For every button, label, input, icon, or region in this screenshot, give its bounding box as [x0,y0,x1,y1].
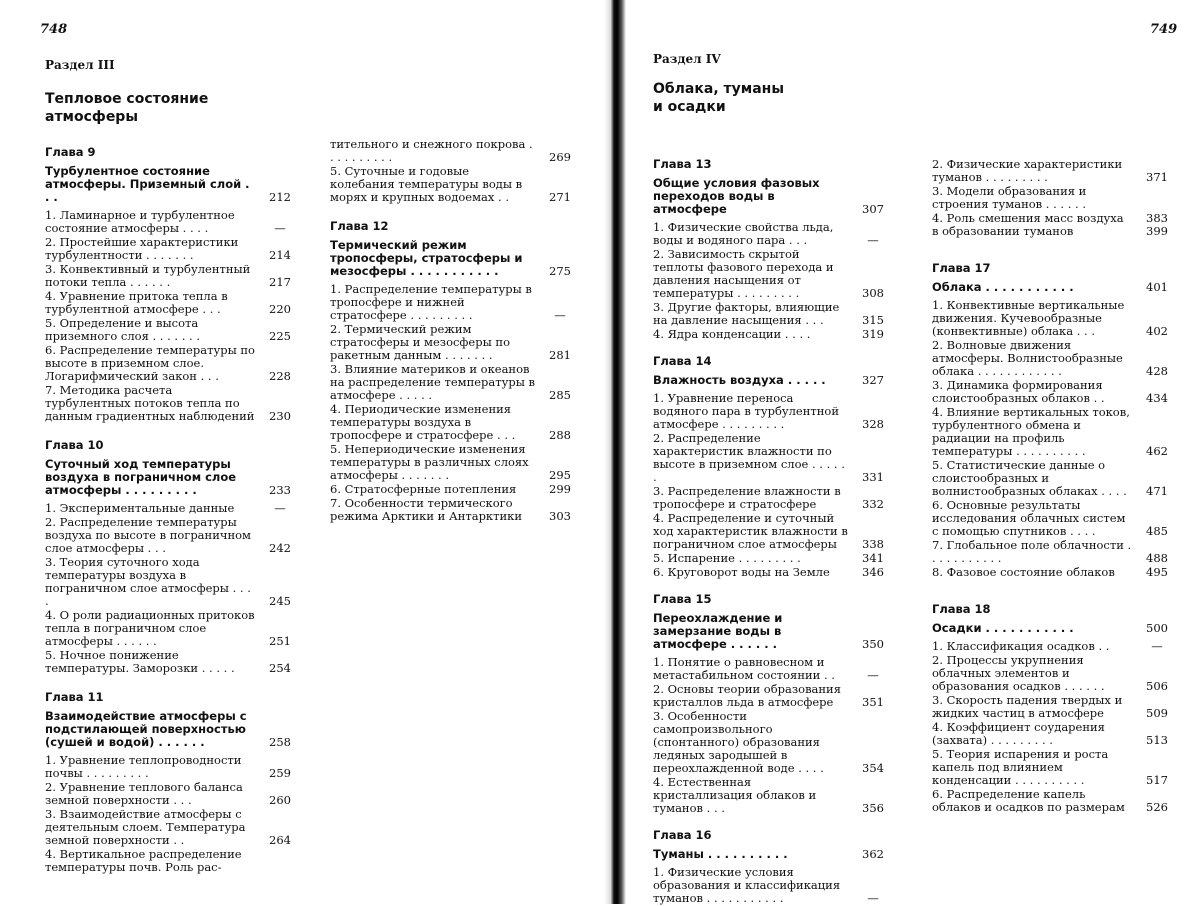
toc-entry-title: 4. Ядра конденсации . . . . [653,327,811,341]
toc-entry-page: 230 [269,409,291,423]
toc-entry-title: 1. Физические условия образования и классификация туманов . . . . . . . . . . . [653,865,841,905]
chapter-title-entry [653,612,893,651]
toc-entry [932,459,1177,498]
toc-entry-page: 225 [269,329,291,343]
toc-entry [45,384,300,423]
toc-entry-title: 1. Физические свойства льда, воды и водяного пара . . . [653,220,834,247]
toc-entry-page: 269 [549,150,571,164]
toc-entry-title: 2. Основы теории образования кристаллов льда в атмосфере [653,682,841,709]
toc-entry-page: 338 [862,537,884,551]
toc-entry [653,776,893,815]
toc-entry-page: 434 [1146,391,1168,405]
toc-entry-page: 462 [1146,444,1168,458]
toc-entry-title: 8. Фазовое состояние облаков [932,565,1115,579]
toc-entry-title: 3. Модели образования и строения туманов . . . . . . [932,184,1087,211]
toc-entry-page: 220 [269,302,291,316]
toc-entry-page: 401 [1146,280,1168,294]
toc-entry-title: 2. Волновые движения атмосферы. Волнистообразные облака . . . . . . . . . . . . [932,338,1123,378]
toc-column-right-2 [932,158,1177,815]
toc-entry [932,379,1177,405]
toc-entry-title: Суточный ход температуры воздуха в пограничном слое атмосферы . . . . . . . . . [45,457,237,497]
toc-entry-page: 471 [1146,484,1168,498]
toc-entry-page: 351 [862,695,884,709]
toc-entry-page: — [867,233,879,247]
chapter-title-entry [45,165,300,204]
toc-entry-title: 3. Скорость падения твердых и жидких частиц в атмосфере [932,693,1123,720]
toc-entry-page: 299 [549,482,571,496]
toc-entry-page: 308 [862,286,884,300]
toc-entry-page: 295 [549,468,571,482]
toc-entry-title: 1. Уравнение переноса водяного пара в турбулентной атмосфере . . . . . . . . . [653,391,840,431]
toc-chapter-block [330,220,580,523]
toc-entry-page: 258 [269,735,291,749]
toc-entry [653,432,893,484]
section-title-line: и осадки [653,99,726,115]
chapter-title-entry [932,622,1177,635]
toc-entry-page: 402 [1146,324,1168,338]
toc-entry-page: 346 [862,565,884,579]
toc-entry [653,866,893,905]
toc-entry-title: 2. Зависимость скрытой теплоты фазового перехода и давления насыщения от температуры . . . . . . . . . [653,247,834,300]
toc-entry-page: — [274,221,286,235]
toc-entry [932,654,1177,693]
toc-entry-page: 331 [862,470,884,484]
toc-entry-page: 354 [862,761,884,775]
toc-entry-title: 3. Другие факторы, влияющие на давление насыщения . . . [653,300,840,327]
toc-entry [653,392,893,431]
toc-entry [932,640,1177,653]
toc-entry-title: 1. Понятие о равновесном и метастабильном состоянии . . [653,655,835,682]
toc-entry [45,209,300,235]
toc-entry-page: 285 [549,388,571,402]
toc-entry-title: 6. Круговорот воды на Земле [653,565,830,579]
toc-entry-page: 356 [862,801,884,815]
toc-entry-title: 2. Физические характеристики туманов . . . . . . . . . [932,157,1123,184]
chapter-heading: Глава 12 [330,219,389,233]
toc-entry [932,406,1177,458]
toc-entry [45,290,300,316]
toc-entry-page: 526 [1146,800,1168,814]
toc-entry-title: 1. Конвективные вертикальные движения. Кучевообразные (конвективные) облака . . . [932,298,1125,338]
toc-entry-title: 6. Распределение температуры по высоте в приземном слое. Логарифмический закон . . . [45,343,255,383]
toc-entry [653,710,893,775]
toc-entry-page: 217 [269,275,291,289]
page-number-right: 749 [1150,22,1178,37]
toc-entry-page: — [274,501,286,515]
toc-entry [653,656,893,682]
toc-entry-title: тительного и снежного покрова . . . . . . . . . . [330,137,533,164]
chapter-heading: Глава 10 [45,438,104,452]
toc-entry-title: 3. Конвективный и турбулентный потоки тепла . . . . . . [45,262,251,289]
toc-entry [330,403,580,442]
chapter-heading: Глава 9 [45,145,96,159]
toc-entry [932,566,1177,579]
chapter-title-entry [45,458,300,497]
section-label-left: Раздел III [45,58,115,72]
toc-entry-title: 4. О роли радиационных притоков тепла в пограничном слое атмосферы . . . . . . [45,608,255,648]
toc-entry [330,363,580,402]
toc-column-left-1 [45,146,300,875]
section-title-line: Тепловое состояние [45,91,209,107]
toc-entry [653,512,893,551]
chapter-heading: Глава 13 [653,157,712,171]
section-title-line: атмосферы [45,109,138,125]
toc-entry [45,263,300,289]
toc-entry-title: 7. Глобальное поле облачности . . . . . . . . . . . [932,538,1132,565]
page-number-left: 748 [40,22,68,37]
toc-entry-page: 271 [549,190,571,204]
toc-entry [653,301,893,327]
toc-entry [932,748,1177,787]
toc-entry [45,344,300,383]
toc-entry [330,323,580,362]
chapter-heading: Глава 17 [932,261,991,275]
toc-column-right-1 [653,158,893,906]
toc-entry [45,609,300,648]
toc-entry-page: — [867,891,879,905]
toc-entry-title: 2. Распределение температуры воздуха по высоте в пограничном слое атмосферы . . . [45,515,252,555]
toc-entry-title: 5. Статистические данные о слоистообразных и волнистообразных облаках . . . . [932,458,1127,498]
toc-entry-page: 341 [862,551,884,565]
toc-entry [45,781,300,807]
toc-chapter-block [653,355,893,579]
chapter-title-entry [45,710,300,749]
toc-entry-title: 2. Термический режим стратосферы и мезосферы по ракетным данным . . . . . . . [330,322,510,362]
toc-entry-title: 5. Испарение . . . . . . . . . [653,551,801,565]
toc-entry [653,248,893,300]
section-label-right: Раздел IV [653,52,721,66]
toc-chapter-block [45,439,300,675]
toc-entry-title: 2. Процессы укрупнения облачных элементов и образования осадков . . . . . . [932,653,1105,693]
toc-entry-title: 6. Распределение капель облаков и осадков по размерам [932,787,1125,814]
toc-entry-page: 517 [1146,773,1168,787]
chapter-title-entry [653,848,893,861]
toc-entry-title: 4. Коэффициент соударения (захвата) . . . . . . . . . [932,720,1105,747]
toc-entry-page: 506 [1146,679,1168,693]
toc-entry-page: 383 399 [1146,211,1168,238]
toc-entry-title: 5. Суточные и годовые колебания температуры воды в морях и крупных водоемах . . [330,164,523,204]
chapter-heading: Глава 16 [653,828,712,842]
toc-entry [932,694,1177,720]
toc-entry [45,848,300,874]
toc-entry-title: 1. Экспериментальные данные [45,501,235,515]
chapter-title-entry [932,281,1177,294]
toc-entry-title: 4. Периодические изменения температуры воздуха в тропосфере и стратосфере . . . [330,402,516,442]
toc-column-left-2 [330,138,580,524]
book-spine [604,0,626,904]
toc-entry-page: 371 [1146,170,1168,184]
toc-chapter-block [653,829,893,905]
chapter-title-entry [653,177,893,216]
chapter-title-entry [330,239,580,278]
toc-entry [932,539,1177,565]
toc-entry-page: 315 [862,313,884,327]
toc-chapter-block [330,138,580,204]
toc-entry [45,317,300,343]
toc-entry-title: Облака . . . . . . . . . . . [932,280,1074,294]
toc-entry-title: 5. Непериодические изменения температуры в различных слоях атмосферы . . . . . . . [330,442,529,482]
toc-entry-page: 288 [549,428,571,442]
toc-entry-page: — [554,308,566,322]
toc-entry-title: 2. Распределение характеристик влажности по высоте в приземном слое . . . . . . [653,431,845,484]
toc-entry [45,516,300,555]
toc-entry-title: Переохлаждение и замерзание воды в атмосфере . . . . . . [653,611,783,651]
toc-entry-page: 264 [269,833,291,847]
toc-entry-page: 327 [862,373,884,387]
toc-entry-title: 2. Уравнение теплового баланса земной поверхности . . . [45,780,243,807]
toc-entry-page: 214 [269,248,291,262]
toc-entry [330,165,580,204]
toc-entry-page: 332 [862,497,884,511]
toc-entry-page: 259 [269,766,291,780]
toc-entry [932,158,1177,184]
toc-entry-title: 4. Естественная кристаллизация облаков и туманов . . . [653,775,817,815]
toc-entry [932,185,1177,211]
toc-entry [45,649,300,675]
toc-entry-title: Влажность воздуха . . . . . [653,373,826,387]
toc-entry-title: Взаимодействие атмосферы с подстилающей поверхностью (сушей и водой) . . . . . . [45,709,247,749]
toc-entry-title: 5. Определение и высота приземного слоя . . . . . . . [45,316,201,343]
chapter-title-entry [653,374,893,387]
toc-chapter-block [653,158,893,341]
toc-entry [45,502,300,515]
toc-entry-page: 242 [269,541,291,555]
toc-entry-title: 3. Распределение влажности в тропосфере и стратосфере [653,484,841,511]
toc-entry [932,339,1177,378]
chapter-heading: Глава 14 [653,354,712,368]
toc-entry [330,283,580,322]
toc-entry-title: 3. Взаимодействие атмосферы с деятельным слоем. Температура земной поверхности . . [45,807,246,847]
toc-entry [932,788,1177,814]
toc-entry-title: 4. Уравнение притока тепла в турбулентной атмосфере . . . [45,289,228,316]
toc-entry-title: 1. Ламинарное и турбулентное состояние атмосферы . . . . [45,208,235,235]
toc-entry [932,721,1177,747]
toc-entry-title: 3. Теория суточного хода температуры воздуха в пограничном слое атмосферы . . . . [45,555,251,608]
toc-entry-page: 281 [549,348,571,362]
toc-chapter-block [653,593,893,815]
toc-entry-title: 7. Особенности термического режима Арктики и Антарктики [330,496,523,523]
toc-entry-title: Турбулентное состояние атмосферы. Приземный слой . . . [45,164,250,204]
toc-entry-page: 228 [269,369,291,383]
toc-entry-page: 488 [1146,551,1168,565]
toc-entry-page: 307 [862,202,884,216]
toc-entry-title: Туманы . . . . . . . . . . [653,847,788,861]
toc-entry-page: 319 [862,327,884,341]
toc-entry-page: 485 [1146,524,1168,538]
toc-entry-page: 260 [269,793,291,807]
toc-entry-page: 245 [269,594,291,608]
toc-entry [653,552,893,565]
toc-entry-title: 4. Роль смешения масс воздуха в образовании туманов [932,211,1124,238]
toc-entry-page: 428 [1146,364,1168,378]
toc-entry-title: 4. Влияние вертикальных токов, турбулентного обмена и радиации на профиль температуры . . . . . . . . . . [932,405,1130,458]
toc-entry-title: 6. Стратосферные потепления [330,482,517,496]
toc-entry-title: 1. Классификация осадков . . [932,639,1110,653]
toc-chapter-block [932,158,1177,238]
toc-entry-page: — [1151,639,1163,653]
toc-entry [330,483,580,496]
toc-entry-title: Осадки . . . . . . . . . . . [932,621,1074,635]
toc-entry-page: 495 [1146,565,1168,579]
toc-entry [653,221,893,247]
toc-entry-page: 254 [269,661,291,675]
toc-entry-title: 1. Распределение температуры в тропосфере и нижней стратосфере . . . . . . . . . [330,282,532,322]
toc-entry [932,212,1177,238]
toc-entry [653,485,893,511]
toc-entry-title: 7. Методика расчета турбулентных потоков тепла по данным градиентных наблюдений [45,383,255,423]
toc-entry [45,808,300,847]
toc-chapter-block [45,146,300,423]
toc-entry [330,443,580,482]
toc-entry [932,299,1177,338]
chapter-heading: Глава 15 [653,592,712,606]
chapter-heading: Глава 18 [932,602,991,616]
toc-entry [653,566,893,579]
toc-chapter-block [932,603,1177,814]
toc-entry-page: 233 [269,483,291,497]
toc-entry [330,497,580,523]
toc-entry-title: 3. Влияние материков и океанов на распределение температуры в атмосфере . . . . . [330,362,536,402]
toc-entry-title: 5. Теория испарения и роста капель под влиянием конденсации . . . . . . . . . . [932,747,1109,787]
toc-entry-title: 6. Основные результаты исследования облачных систем с помощью спутников . . . . [932,498,1126,538]
toc-entry [45,556,300,608]
toc-entry-title: 4. Распределение и суточный ход характеристик влажности в пограничном слое атмосферы [653,511,848,551]
toc-entry [653,328,893,341]
toc-entry-page: — [867,668,879,682]
toc-entry-title: Термический режим тропосферы, стратосферы и мезосферы . . . . . . . . . . . [330,238,523,278]
toc-chapter-block [932,262,1177,579]
toc-entry [330,138,580,164]
section-title-left [45,90,208,126]
toc-entry-title: 3. Особенности самопроизвольного (спонтанного) образования ледяных зародышей в переохлажденной воде . . . . [653,709,824,775]
toc-entry-page: 500 [1146,621,1168,635]
toc-entry-page: 513 [1146,733,1168,747]
toc-entry-title: 1. Уравнение теплопроводности почвы . . . . . . . . . [45,753,242,780]
toc-entry-page: 212 [269,190,291,204]
toc-entry [45,754,300,780]
toc-chapter-block [45,691,300,874]
toc-entry-title: 3. Динамика формирования слоистообразных облаков . . [932,378,1105,405]
chapter-heading: Глава 11 [45,690,104,704]
toc-entry-page: 362 [862,847,884,861]
toc-entry-page: 328 [862,417,884,431]
toc-entry-title: 5. Ночное понижение температуры. Заморозки . . . . . [45,648,235,675]
toc-entry-title: Общие условия фазовых переходов воды в атмосфере [653,176,820,216]
toc-entry [932,499,1177,538]
toc-entry [45,236,300,262]
toc-entry-page: 303 [549,509,571,523]
toc-entry-title: 2. Простейшие характеристики турбулентности . . . . . . . [45,235,239,262]
toc-entry [653,683,893,709]
section-title-right [653,80,784,116]
section-title-line: Облака, туманы [653,81,784,97]
toc-entry-title: 4. Вертикальное распределение температуры почв. Роль рас- [45,847,242,874]
toc-entry-page: 350 [862,637,884,651]
toc-entry-page: 251 [269,634,291,648]
toc-entry-page: 509 [1146,706,1168,720]
toc-entry-page: 275 [549,264,571,278]
